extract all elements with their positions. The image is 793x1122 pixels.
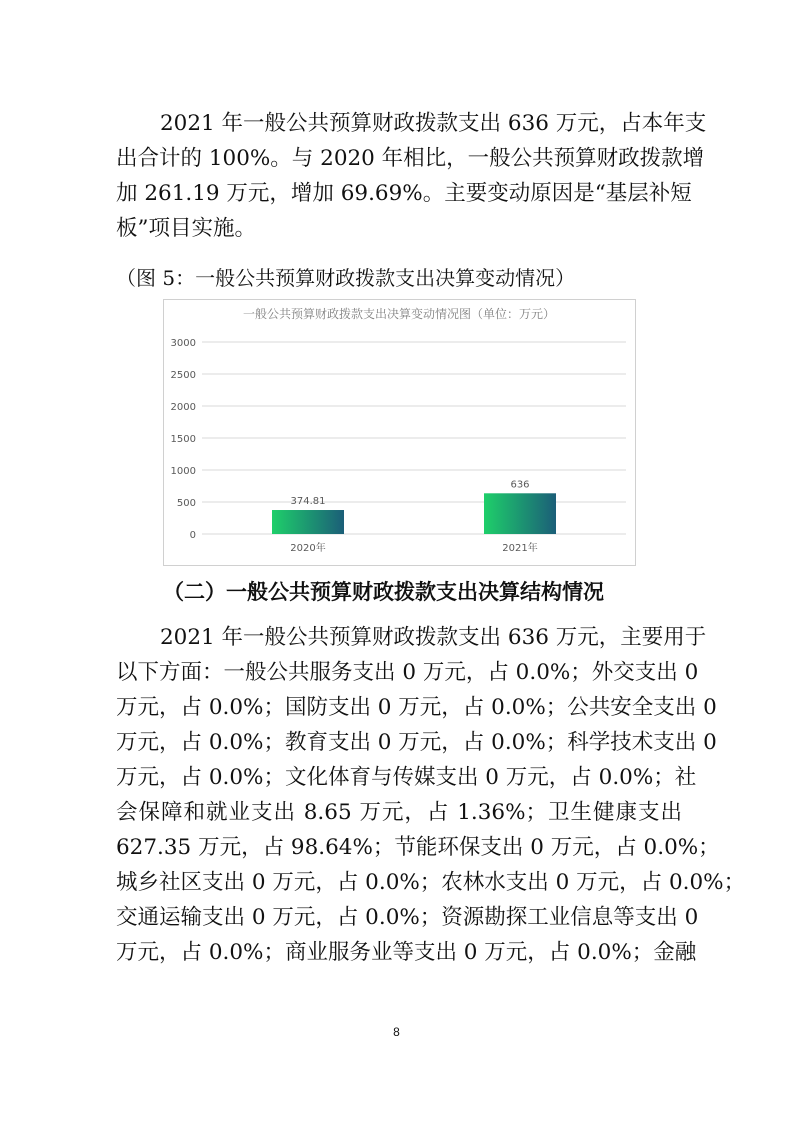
bar-2020年 bbox=[272, 510, 344, 534]
data-label: 374.81 bbox=[290, 496, 326, 508]
y-tick-label: 1500 bbox=[170, 434, 196, 445]
chart-canvas bbox=[164, 300, 635, 565]
y-tick-label: 0 bbox=[189, 530, 196, 541]
bar-2021年 bbox=[484, 493, 556, 534]
paragraph-line: 出合计的 100%。与 2020 年相比，一般公共预算财政拨款增 bbox=[116, 146, 705, 171]
y-tick-label: 1000 bbox=[170, 466, 196, 477]
y-tick-label: 3000 bbox=[170, 338, 196, 349]
paragraph-line: 627.35 万元，占 98.64%；节能环保支出 0 万元，占 0.0%； bbox=[116, 835, 720, 860]
bar-chart bbox=[163, 299, 636, 566]
paragraph-line: 加 261.19 万元，增加 69.69%。主要变动原因是“基层补短 bbox=[116, 181, 692, 206]
y-tick-label: 500 bbox=[176, 498, 196, 509]
paragraph-line: 城乡社区支出 0 万元，占 0.0%；农林水支出 0 万元，占 0.0%； bbox=[116, 870, 746, 895]
paragraph-line: 以下方面：一般公共服务支出 0 万元，占 0.0%；外交支出 0 bbox=[116, 660, 699, 685]
paragraph-line: 2021 年一般公共预算财政拨款支出 636 万元，占本年支 bbox=[160, 111, 707, 136]
paragraph-line: 交通运输支出 0 万元，占 0.0%；资源勘探工业信息等支出 0 bbox=[116, 905, 699, 930]
y-tick-label: 2500 bbox=[170, 370, 196, 381]
x-tick-label: 2021年 bbox=[502, 543, 538, 554]
paragraph-line: 板”项目实施。 bbox=[116, 216, 256, 241]
page-number: 8 bbox=[393, 1025, 400, 1039]
paragraph-line: 会保障和就业支出 8.65 万元，占 1.36%；卫生健康支出 bbox=[116, 800, 682, 825]
data-label: 636 bbox=[510, 479, 530, 491]
chart-title: 一般公共预算财政拨款支出决算变动情况图（单位：万元） bbox=[242, 307, 556, 321]
figure-caption: （图 5：一般公共预算财政拨款支出决算变动情况） bbox=[116, 266, 576, 290]
paragraph-line: 万元，占 0.0%；文化体育与传媒支出 0 万元，占 0.0%；社 bbox=[116, 765, 697, 790]
paragraph-line: 万元，占 0.0%；商业服务业等支出 0 万元，占 0.0%；金融 bbox=[116, 940, 697, 965]
paragraph-line: 万元，占 0.0%；国防支出 0 万元，占 0.0%；公共安全支出 0 bbox=[116, 695, 717, 720]
y-tick-label: 2000 bbox=[170, 402, 196, 413]
section-heading: （二）一般公共预算财政拨款支出决算结构情况 bbox=[163, 580, 604, 604]
paragraph-line: 2021 年一般公共预算财政拨款支出 636 万元，主要用于 bbox=[160, 625, 707, 650]
paragraph-budget-structure bbox=[116, 620, 746, 970]
paragraph-budget-summary bbox=[116, 106, 707, 246]
x-tick-label: 2020年 bbox=[290, 543, 326, 554]
paragraph-line: 万元，占 0.0%；教育支出 0 万元，占 0.0%；科学技术支出 0 bbox=[116, 730, 717, 755]
